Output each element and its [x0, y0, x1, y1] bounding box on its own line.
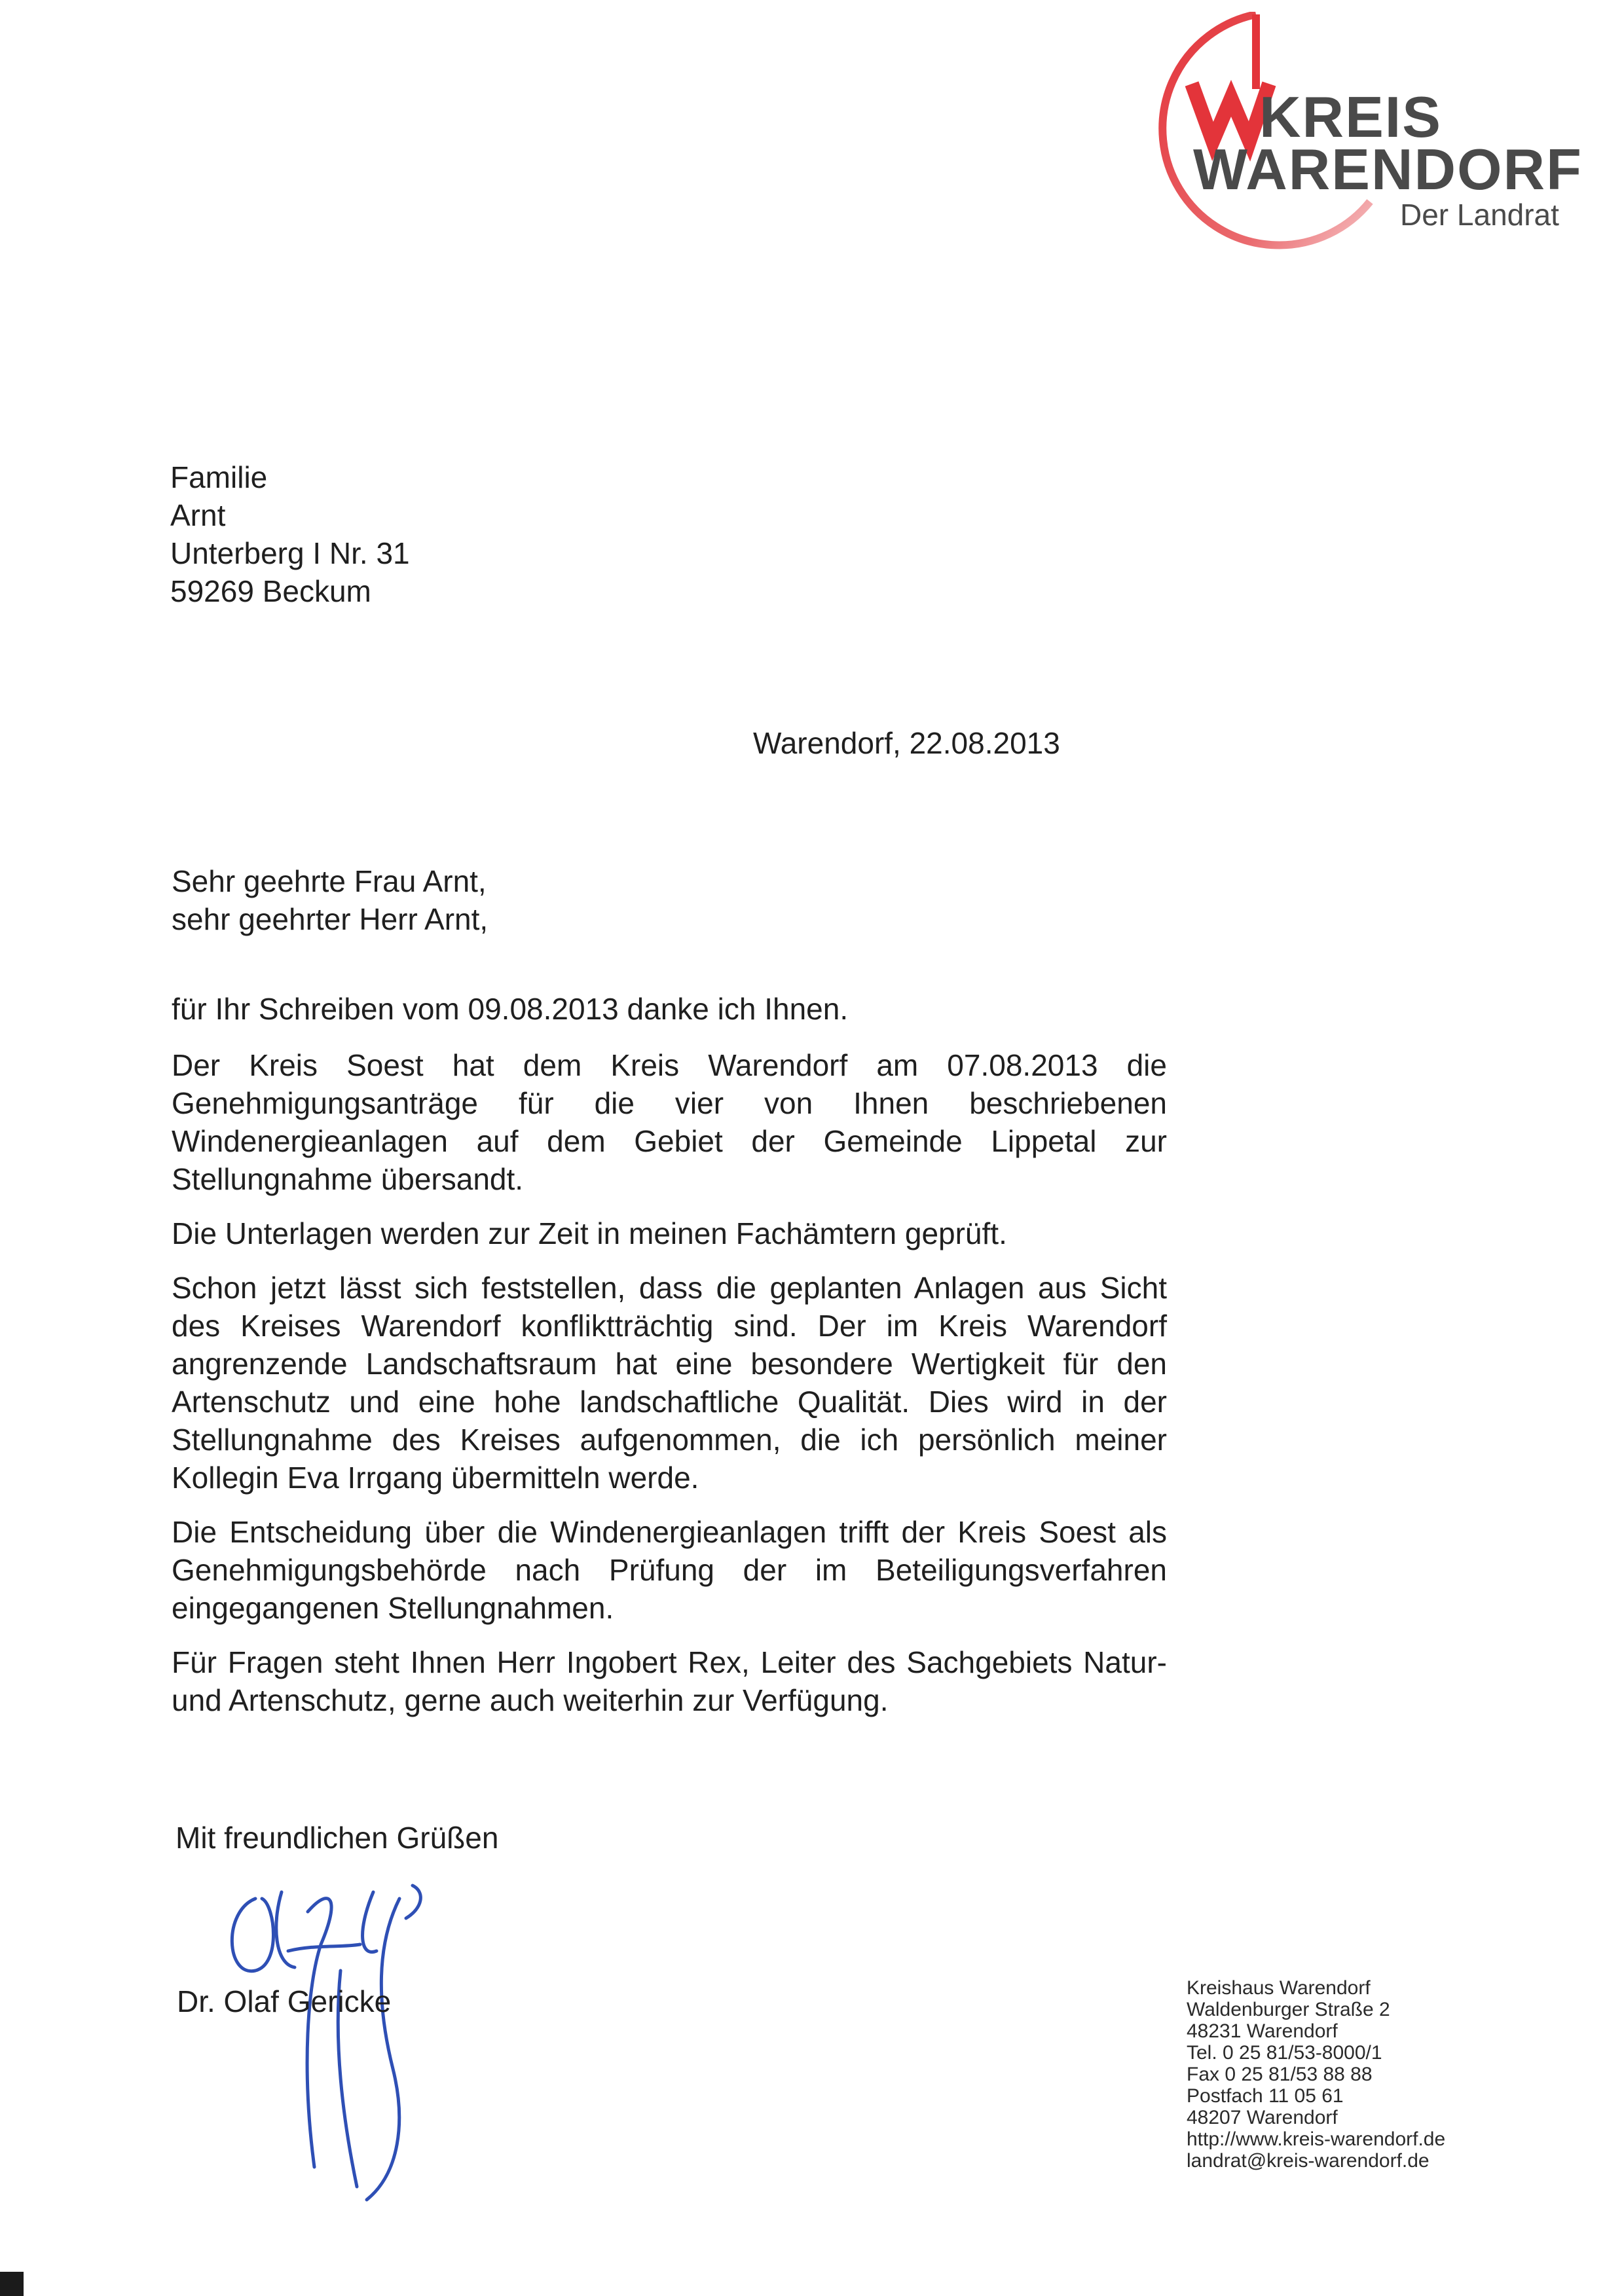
- handwritten-signature: [210, 1872, 511, 2216]
- contact-email-link[interactable]: landrat@kreis-warendorf.de: [1187, 2150, 1430, 2172]
- body-paragraph: Schon jetzt lässt sich feststellen, dass die geplanten Anlagen aus Sicht des Kreises Warendorf konfliktträchtig sind. Der im Kreis Warendorf angrenzende Landschaftsraum hat eine besondere Wertigkeit für den Artenschutz und eine hohe landschaftliche Qualität. Dies wird in der Stellungnahme des Kreises aufgenommen, die ich persönlich meiner Kollegin Eva Irrgang übermitteln werde.: [172, 1271, 1167, 1495]
- scan-corner-mark: [0, 2272, 24, 2296]
- contact-line: Kreishaus Warendorf: [1187, 1977, 1371, 1999]
- salutation-line: sehr geehrter Herr Arnt,: [172, 902, 489, 936]
- logo-subtitle: Der Landrat: [1400, 198, 1559, 232]
- contact-line: 48207 Warendorf: [1187, 2107, 1338, 2128]
- salutation-line: Sehr geehrte Frau Arnt,: [172, 864, 487, 898]
- contact-phone: Tel. 0 25 81/53-8000/1: [1187, 2042, 1382, 2064]
- body-paragraph: Für Fragen steht Ihnen Herr Ingobert Rex, Leiter des Sachgebiets Natur- und Artenschutz, gerne auch weiterhin zur Verfügung.: [172, 1645, 1167, 1717]
- salutation: [172, 862, 488, 938]
- signer-name: Dr. Olaf Gericke: [177, 1984, 392, 2018]
- address-line: 59269 Beckum: [170, 574, 371, 608]
- contact-website-link[interactable]: http://www.kreis-warendorf.de: [1187, 2128, 1446, 2150]
- contact-line: Postfach 11 05 61: [1187, 2085, 1344, 2107]
- closing-phrase: Mit freundlichen Grüßen: [175, 1821, 499, 1855]
- address-line: Arnt: [170, 498, 226, 532]
- kreis-warendorf-logo: [1139, 12, 1585, 274]
- date-line: Warendorf, 22.08.2013: [753, 726, 1060, 760]
- logo-text-kreis: KREIS: [1259, 84, 1442, 149]
- contact-line: 48231 Warendorf: [1187, 2020, 1338, 2042]
- contact-fax: Fax 0 25 81/53 88 88: [1187, 2064, 1373, 2085]
- address-line: Familie: [170, 460, 268, 494]
- body-paragraph: Die Entscheidung über die Windenergieanlagen trifft der Kreis Soest als Genehmigungsbehörde nach Prüfung der im Beteiligungsverfahren eingegangenen Stellungnahmen.: [172, 1515, 1167, 1625]
- contact-line: Waldenburger Straße 2: [1187, 1999, 1390, 2020]
- body-paragraph: Die Unterlagen werden zur Zeit in meinen Fachämtern geprüft.: [172, 1216, 1007, 1250]
- logo-text-warendorf: WARENDORF: [1193, 137, 1583, 202]
- sender-contact-block: [1187, 1977, 1445, 2172]
- address-line: Unterberg I Nr. 31: [170, 536, 410, 570]
- body-paragraph: für Ihr Schreiben vom 09.08.2013 danke ich Ihnen.: [172, 992, 849, 1026]
- body-paragraph: Der Kreis Soest hat dem Kreis Warendorf am 07.08.2013 die Genehmigungsanträge für die vier von Ihnen beschriebenen Windenergieanlagen auf dem Gebiet der Gemeinde Lippetal zur Stellungnahme übersandt.: [172, 1048, 1167, 1196]
- recipient-address: [170, 458, 410, 610]
- letter-body: [172, 990, 1167, 1736]
